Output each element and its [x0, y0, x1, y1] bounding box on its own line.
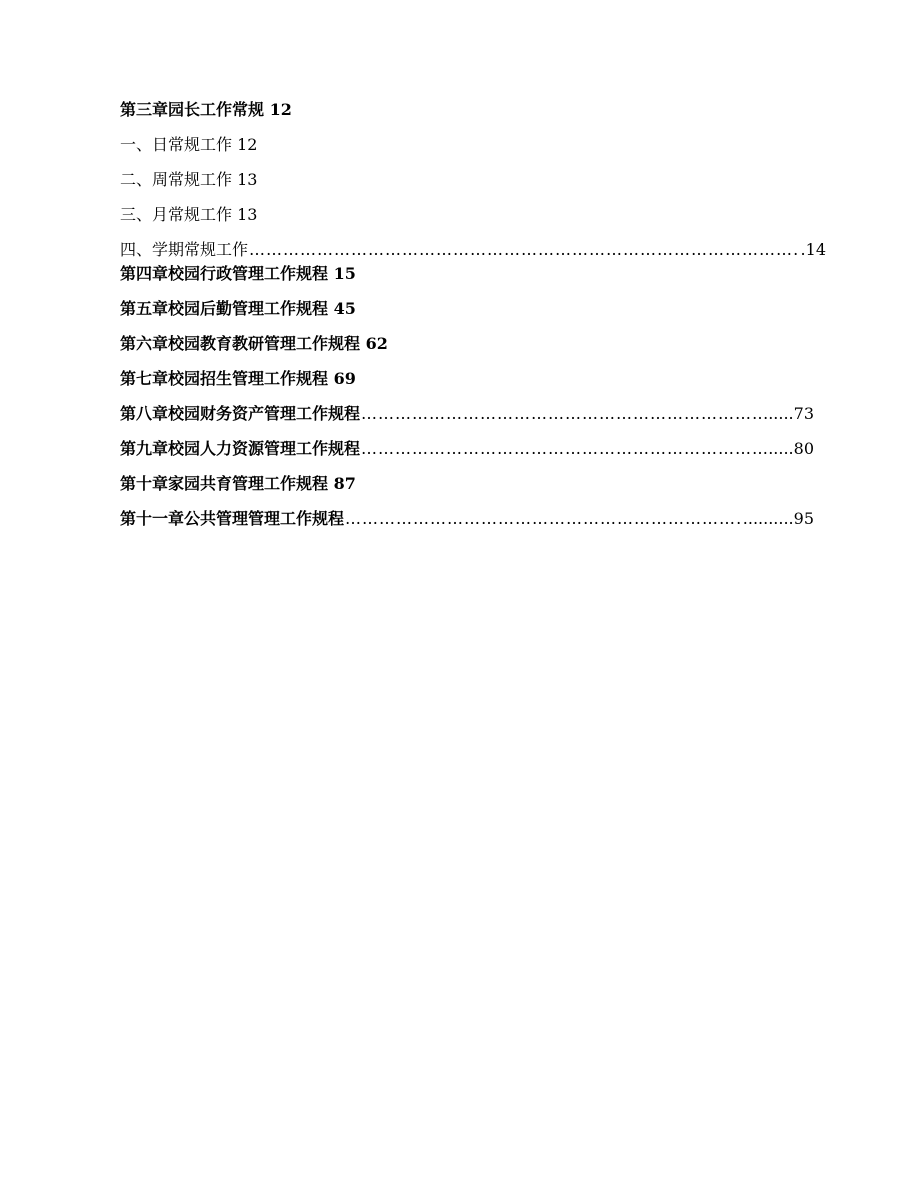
toc-entry-page: 15 — [333, 264, 356, 283]
toc-entry-label: 第三章园长工作常规 — [120, 100, 265, 119]
toc-entry-weekly-work — [120, 170, 257, 190]
toc-entry-page: ..........95 — [742, 509, 814, 528]
toc-entry-chapter-7 — [120, 369, 356, 389]
toc-entry-monthly-work — [120, 205, 257, 225]
toc-entry-chapter-10 — [120, 474, 356, 494]
toc-entry-chapter-4 — [120, 264, 356, 284]
toc-entry-label: 四、学期常规工作 — [120, 240, 249, 259]
toc-entry-page: ......73 — [763, 404, 814, 423]
toc-entry-chapter-11 — [120, 509, 814, 529]
toc-entry-label: 第八章校园财务资产管理工作规程 — [120, 404, 361, 423]
toc-entry-page: 69 — [333, 369, 356, 388]
toc-entry-chapter-3 — [120, 100, 292, 120]
dot-leader — [249, 240, 800, 260]
toc-entry-chapter-9 — [120, 439, 814, 459]
toc-entry-page: 12 — [269, 100, 292, 119]
toc-entry-chapter-6 — [120, 334, 388, 354]
toc-entry-label: 一、日常规工作 — [120, 135, 233, 154]
dot-leader — [361, 439, 767, 459]
toc-entry-label: 第六章校园教育教研管理工作规程 — [120, 334, 361, 353]
dot-leader — [345, 509, 742, 529]
toc-entry-label: 第九章校园人力资源管理工作规程 — [120, 439, 361, 458]
toc-entry-chapter-5 — [120, 299, 356, 319]
toc-entry-label: 三、月常规工作 — [120, 205, 233, 224]
toc-entry-label: 第四章校园行政管理工作规程 — [120, 264, 329, 283]
toc-entry-page: 45 — [333, 299, 356, 318]
toc-entry-label: 第十一章公共管理管理工作规程 — [120, 509, 345, 528]
toc-entry-page: .....80 — [768, 439, 814, 458]
toc-entry-page: 13 — [237, 205, 258, 224]
toc-entry-chapter-8 — [120, 404, 814, 424]
dot-leader — [361, 404, 762, 424]
toc-entry-page: 87 — [333, 474, 356, 493]
toc-entry-semester-work — [120, 240, 826, 260]
toc-entry-page: 12 — [237, 135, 258, 154]
toc-entry-label: 第十章家园共育管理工作规程 — [120, 474, 329, 493]
toc-entry-label: 二、周常规工作 — [120, 170, 233, 189]
toc-entry-label: 第七章校园招生管理工作规程 — [120, 369, 329, 388]
toc-entry-label: 第五章校园后勤管理工作规程 — [120, 299, 329, 318]
toc-entry-page: 62 — [365, 334, 388, 353]
toc-entry-page: 13 — [237, 170, 258, 189]
toc-entry-daily-work — [120, 135, 257, 155]
toc-entry-page: .14 — [800, 240, 826, 259]
